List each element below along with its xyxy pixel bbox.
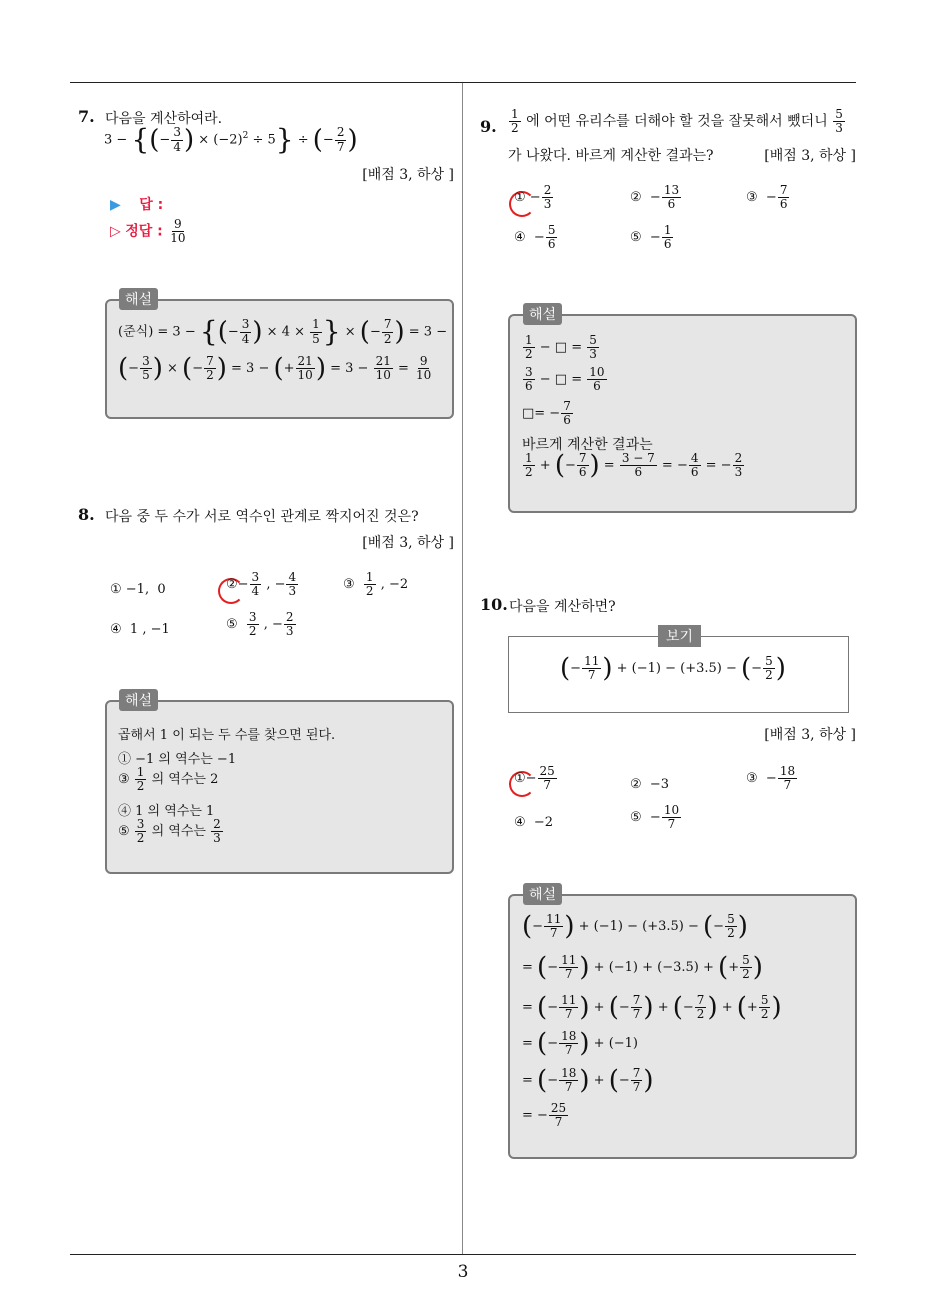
footer-rule	[70, 1254, 856, 1255]
q9-choice-2[interactable]: ② − $\frac{13}{6}$	[630, 183, 680, 212]
q8-explanation-tag: 해설	[119, 689, 158, 711]
q8-choice-5[interactable]: ⑤ $\frac{3}{2}$ , − $\frac{2}{3}$	[226, 610, 294, 639]
q10-bogi-expression: (− $\frac{11}{7}$ ) + (−1) − (+3.5) − (− $\frac{5}{2}$ )	[560, 653, 786, 684]
q9-explain-line5: $\frac{1}{2}$ + (− $\frac{7}{6}$ ) = $\frac{3 - 7}{6}$ = − $\frac{4}{6}$ = − $\frac{2}{3}$	[525, 450, 743, 481]
q10-number: 10.	[480, 595, 508, 614]
q10-explain-line3: = (− $\frac{11}{7}$ ) + (− $\frac{7}{7}$ ) + (− $\frac{7}{2}$ ) + (+ $\frac{5}{2}$ )	[522, 992, 782, 1023]
q8-explain-line4: ④ 1 의 역수는 1	[118, 804, 215, 819]
q7-explain-line2: (− $\frac{3}{5}$ ) × (− $\frac{7}{2}$ ) = 3 − (+ $\frac{21}{10}$ ) = 3 − $\frac{21}{10}$ = $\frac{9}{10}$	[118, 353, 432, 384]
q10-choice-4[interactable]: ④ −2	[514, 815, 554, 830]
q10-choice-2[interactable]: ② −3	[630, 777, 670, 792]
q9-choice-1[interactable]: ① − $\frac{2}{3}$	[514, 183, 552, 212]
q9-explain-line4: 바르게 계산한 결과는	[522, 437, 653, 453]
q7-text: 다음을 계산하여라.	[105, 111, 223, 127]
correct-denominator: 10	[170, 231, 186, 246]
q9-meta: [배점 3, 하상 ]	[764, 148, 856, 164]
column-divider	[462, 83, 463, 1254]
correct-label: 정답 :	[125, 223, 163, 240]
q7-answer-row	[110, 194, 163, 214]
q9-text-line2: 가 나왔다. 바르게 계산한 결과는?	[508, 148, 714, 164]
q9-text-line1: $\frac{1}{2}$ 에 어떤 유리수를 더해야 할 것을 잘못해서 뺐더니 $\frac{5}{3}$	[511, 107, 843, 136]
q8-number: 8.	[78, 505, 95, 524]
q8-choice-1[interactable]: ① −1, 0	[110, 582, 166, 597]
q8-choice-2[interactable]: ②− $\frac{3}{4}$ , − $\frac{4}{3}$	[226, 570, 297, 599]
q10-explain-line2: = (− $\frac{11}{7}$ ) + (−1) + (−3.5) + (+ $\frac{5}{2}$ )	[522, 952, 763, 983]
triangle-outline-icon: ▷	[110, 223, 121, 240]
q7-correct-row	[110, 218, 189, 245]
q10-choice-3[interactable]: ③ − $\frac{18}{7}$	[746, 764, 796, 793]
page-number: 3	[457, 1262, 469, 1282]
q10-explain-line1: (− $\frac{11}{7}$ ) + (−1) − (+3.5) − (− $\frac{5}{2}$ )	[522, 911, 748, 942]
q9-explain-line1: $\frac{1}{2}$ − □ = $\frac{5}{3}$	[525, 333, 597, 362]
q8-explain-line3: ③ $\frac{1}{2}$ 의 역수는 2	[118, 765, 219, 794]
correct-numerator: 9	[174, 217, 182, 231]
q7-explanation-tag: 해설	[119, 288, 158, 310]
answer-label: 답 :	[139, 197, 164, 213]
q9-explain-line3: □= − $\frac{7}{6}$	[522, 399, 571, 428]
q8-explain-line5: ⑤ $\frac{3}{2}$ 의 역수는 $\frac{2}{3}$	[118, 817, 221, 846]
q8-explain-line2: ① −1 의 역수는 −1	[118, 752, 237, 767]
q10-explanation-tag: 해설	[523, 883, 562, 905]
play-icon: ▶	[110, 197, 121, 213]
q9-explanation-tag: 해설	[523, 303, 562, 325]
q8-choice-3[interactable]: ③ $\frac{1}{2}$ , −2	[343, 570, 409, 599]
q9-choice-5[interactable]: ⑤ − $\frac{1}{6}$	[630, 223, 672, 252]
q10-bogi-tag: 보기	[658, 625, 701, 647]
q9-explain-line2: $\frac{3}{6}$ − □ = $\frac{10}{6}$	[525, 365, 605, 394]
q9-choice-4[interactable]: ④ − $\frac{5}{6}$	[514, 223, 556, 252]
q10-text: 다음을 계산하면?	[509, 599, 616, 615]
q7-expression: 3 − {(− $\frac{3}{4}$ ) × $(-2)^2 \div 5$} ÷ (− $\frac{2}{7}$ )	[104, 123, 358, 156]
q8-meta: [배점 3, 하상 ]	[362, 535, 454, 551]
q10-explain-line6: = − $\frac{25}{7}$	[522, 1101, 567, 1130]
q7-number: 7.	[78, 107, 95, 126]
q10-explain-line5: = (− $\frac{18}{7}$ ) + (− $\frac{7}{7}$ )	[522, 1065, 654, 1096]
q8-explain-line1: 곱해서 1 이 되는 두 수를 찾으면 된다.	[118, 728, 336, 743]
q10-explain-line4: = (− $\frac{18}{7}$ ) + (−1)	[522, 1028, 638, 1059]
q10-meta: [배점 3, 하상 ]	[764, 727, 856, 743]
q10-choice-1[interactable]: ①− $\frac{25}{7}$	[514, 764, 555, 793]
header-rule	[70, 82, 856, 83]
q7-meta: [배점 3, 하상 ]	[362, 167, 454, 183]
q8-choice-4[interactable]: ④ 1 , −1	[110, 622, 170, 637]
q10-choice-5[interactable]: ⑤ − $\frac{10}{7}$	[630, 803, 680, 832]
q8-text: 다음 중 두 수가 서로 역수인 관계로 짝지어진 것은?	[105, 509, 419, 525]
q7-explain-line1: (준식) = 3 − {(− $\frac{3}{4}$ ) × 4 × $\frac{1}{5}$ } × (− $\frac{7}{2}$ ) = 3 −	[118, 315, 448, 348]
q9-choice-3[interactable]: ③ − $\frac{7}{6}$	[746, 183, 788, 212]
q9-number: 9.	[480, 117, 497, 136]
